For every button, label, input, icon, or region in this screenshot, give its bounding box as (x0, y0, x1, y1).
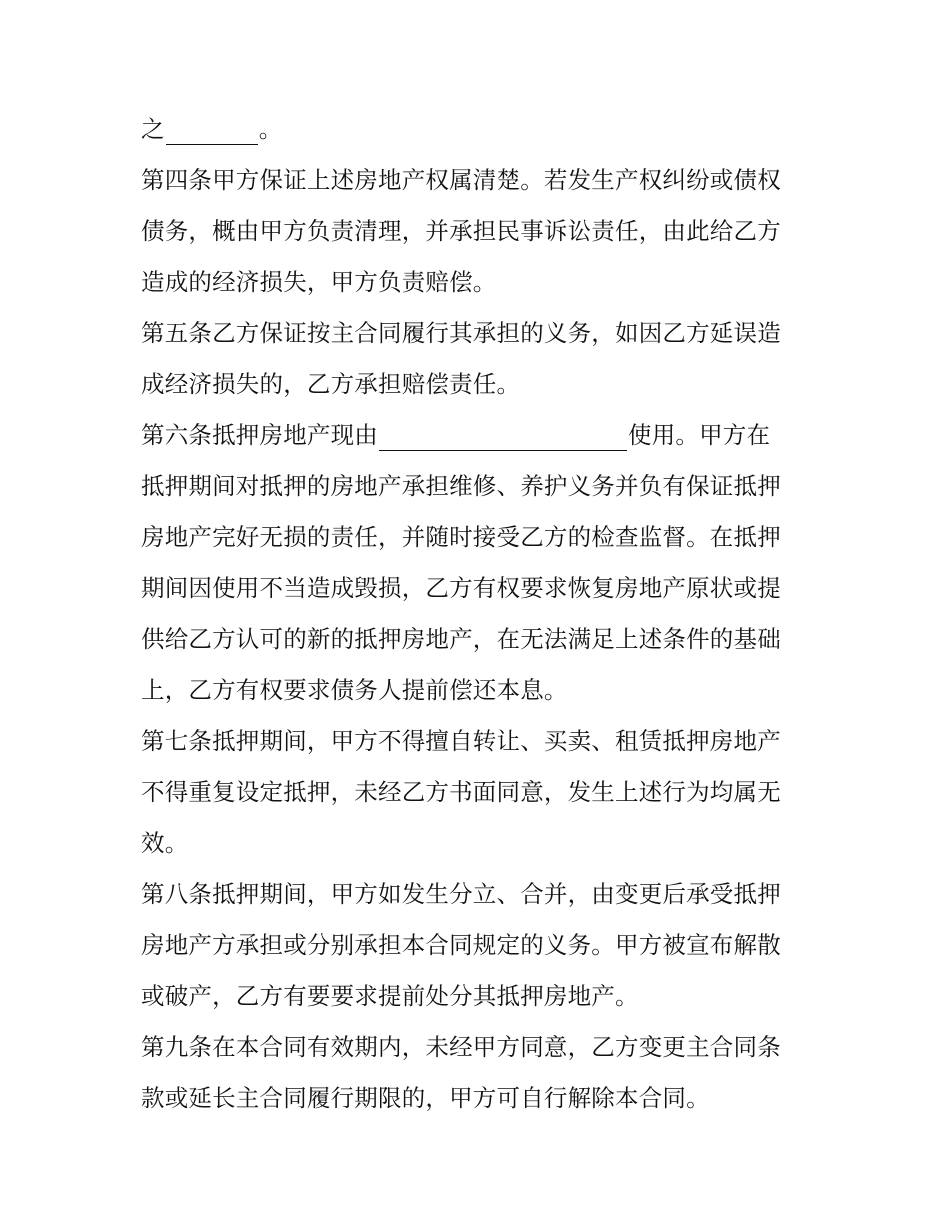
clause-5-line-1: 第五条乙方保证按主合同履行其承担的义务，如因乙方延误造 (141, 319, 781, 347)
clause-6-line-2: 抵押期间对抵押的房地产承担维修、养护义务并负有保证抵押 (141, 472, 781, 500)
clause-7-line-3: 效。 (141, 829, 189, 857)
clause-8-line-3: 或破产，乙方有要要求提前处分其抵押房地产。 (141, 982, 639, 1010)
clause-7-line-2: 不得重复设定抵押，未经乙方书面同意，发生上述行为均属无 (141, 778, 781, 806)
clause-8-line-2: 房地产方承担或分别承担本合同规定的义务。甲方被宣布解散 (141, 931, 781, 959)
clause-9-line-1: 第九条在本合同有效期内，未经甲方同意，乙方变更主合同条 (141, 1033, 781, 1061)
fill-in-blank (379, 420, 627, 451)
clause-7-line-1: 第七条抵押期间，甲方不得擅自转让、买卖、租赁抵押房地产 (141, 727, 781, 755)
clause-9-line-2: 款或延长主合同履行期限的，甲方可自行解除本合同。 (141, 1084, 710, 1112)
clause-6-line-4: 期间因使用不当造成毁损，乙方有权要求恢复房地产原状或提 (141, 574, 781, 602)
text-fragment: 。 (258, 115, 283, 143)
clause-8-line-1: 第八条抵押期间，甲方如发生分立、合并，由变更后承受抵押 (141, 880, 781, 908)
fill-in-blank (166, 114, 258, 145)
clause-4-line-3: 造成的经济损失，甲方负责赔偿。 (141, 268, 497, 296)
text-line-continuation (141, 104, 821, 155)
clause-4-line-1: 第四条甲方保证上述房地产权属清楚。若发生产权纠纷或债权 (141, 166, 781, 194)
clause-6-line-3: 房地产完好无损的责任，并随时接受乙方的检查监督。在抵押 (141, 523, 781, 551)
clause-6-line-1 (141, 410, 821, 461)
text-fragment: 第六条抵押房地产现由 (141, 421, 378, 449)
clause-6-line-6: 上，乙方有权要求债务人提前偿还本息。 (141, 676, 568, 704)
contract-page (141, 104, 821, 1124)
clause-6-line-5: 供给乙方认可的新的抵押房地产，在无法满足上述条件的基础 (141, 625, 781, 653)
clause-4-line-2: 债务，概由甲方负责清理，并承担民事诉讼责任，由此给乙方 (141, 217, 781, 245)
text-fragment: 之 (141, 115, 165, 143)
text-fragment: 使用。甲方在 (628, 421, 771, 449)
clause-5-line-2: 成经济损失的，乙方承担赔偿责任。 (141, 370, 521, 398)
